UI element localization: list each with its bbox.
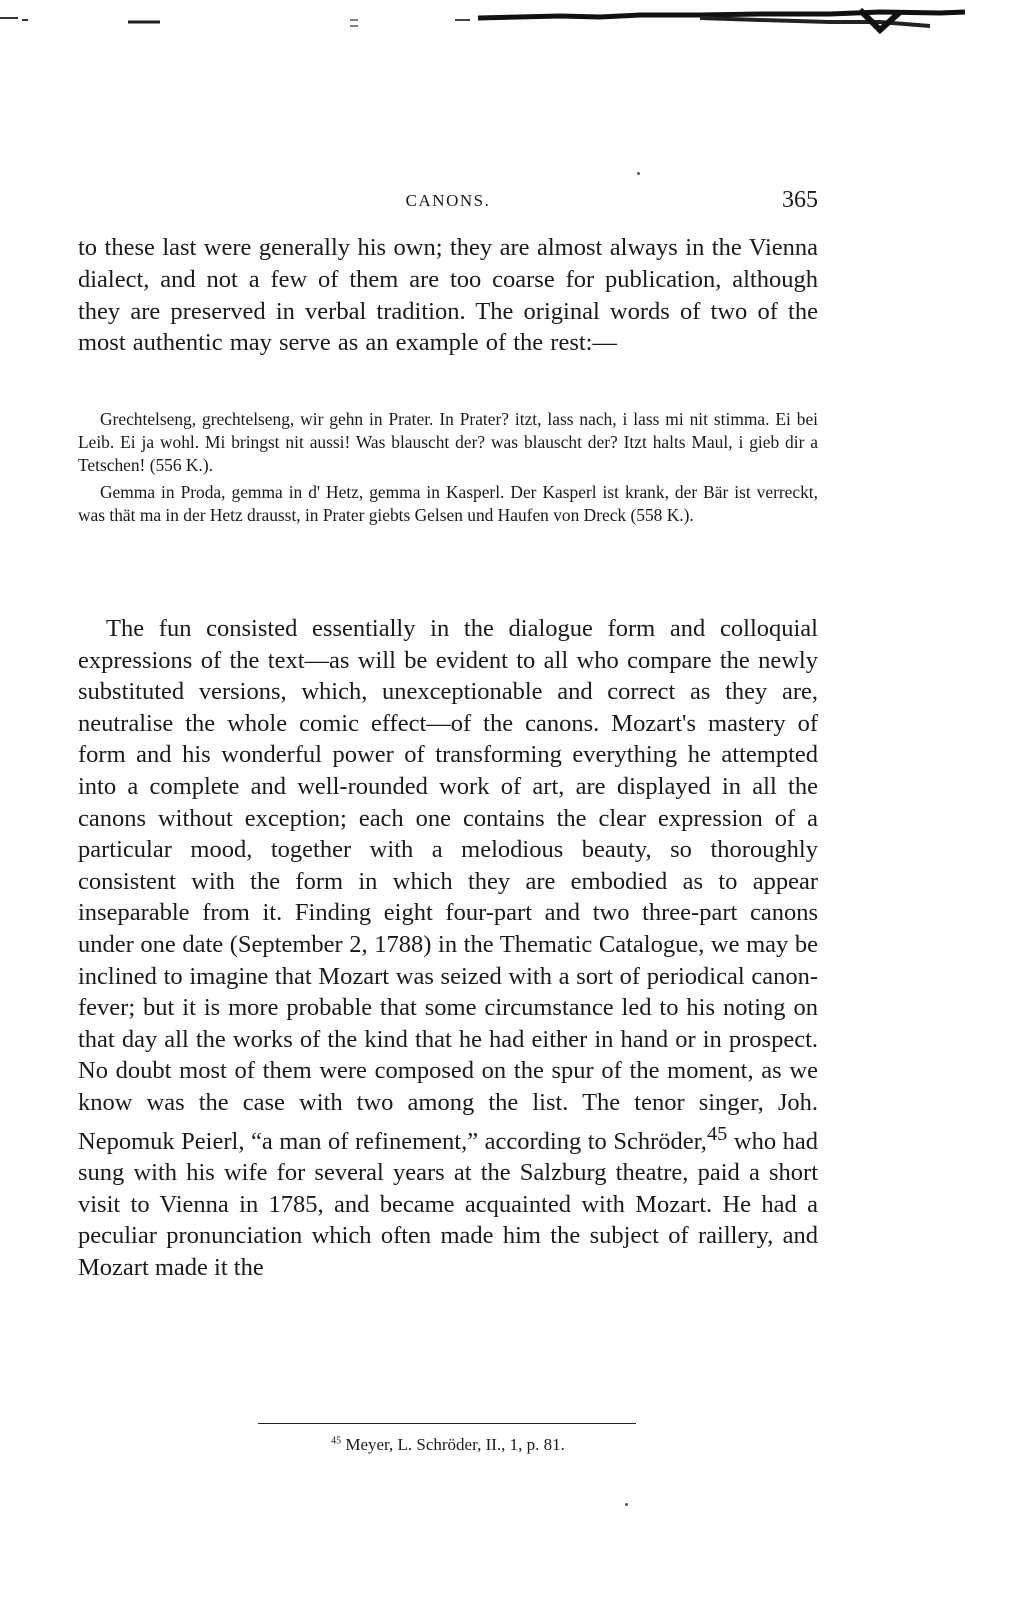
opening-paragraph: to these last were generally his own; they are almost always in the Vienna dialect, and not a few of them are too coarse for publication, although they are preserved in verbal tradition. The original words of two of the most authentic may serve as an example of the rest:—	[78, 234, 818, 357]
page-number: 365	[782, 187, 818, 213]
body-paragraph	[78, 613, 818, 1284]
canon-lyric-556: Grechtelseng, grechtelseng, wir gehn in Prater. In Prater? itzt, lass nach, i lass mi nit stimma. Ei bei Leib. Ei ja wohl. Mi bringst nit aussi! Was blauscht der? was blauscht der? Itzt halts Maul, i gieb dir a Tetschen! (556 K.).	[78, 409, 818, 475]
body-text-after-ref: who had sung with his wife for several years at the Salzburg theatre, paid a short visit to Vienna in 1785, and became acquainted with Mozart. He had a peculiar pronunciation which often made him the subject of raillery, and Mozart made it the	[78, 1127, 818, 1282]
scan-edge-artifact	[0, 0, 1034, 40]
page-header	[78, 187, 818, 217]
footnote-divider	[258, 1423, 636, 1424]
scan-speck	[637, 172, 640, 175]
scan-speck	[625, 1503, 628, 1506]
opening-text	[78, 232, 818, 359]
canon-lyric-558: Gemma in Proda, gemma in d' Hetz, gemma in Kasperl. Der Kasperl ist krank, der Bär ist verreckt, was thät ma in der Hetz drausst, in Prater giebts Gelsen und Haufen von Dreck (558 K.).	[78, 482, 818, 525]
footnote	[78, 1435, 818, 1455]
footnote-reference[interactable]: 45	[706, 1122, 728, 1145]
body-text	[78, 613, 818, 1284]
footnote-text: Meyer, L. Schröder, II., 1, p. 81.	[341, 1435, 565, 1454]
running-head: CANONS.	[405, 191, 491, 210]
canon-lyrics-block	[78, 408, 818, 527]
footnote-mark: 45	[331, 1435, 342, 1447]
body-text-before-ref: The fun consisted essentially in the dialogue form and colloquial expressions of the text—as will be evident to all who compare the newly substituted versions, which, unexceptionable and correct as they are, neutralise the whole comic effect—of the canons. Mozart's mastery of form and his wonderful power of transforming everything he attempted into a complete and well-rounded work of art, are displayed in all the canons without exception; each one contains the clear expression of a particular mood, together with a melodious beauty, so thoroughly consistent with the form in which they are embodied as to appear inseparable from it. Finding eight four-part and two three-part canons under one date (September 2, 1788) in the Thematic Catalogue, we may be inclined to imagine that Mozart was seized with a sort of periodical canon-fever; but it is more probable that some circumstance led to his noting on that day all the works of the kind that he had either in hand or in prospect. No doubt most of them were composed on the spur of the moment, as we know was the case with two among the list. The tenor singer, Joh. Nepomuk Peierl, “a man of refinement,” according to Schröder,	[78, 615, 818, 1155]
